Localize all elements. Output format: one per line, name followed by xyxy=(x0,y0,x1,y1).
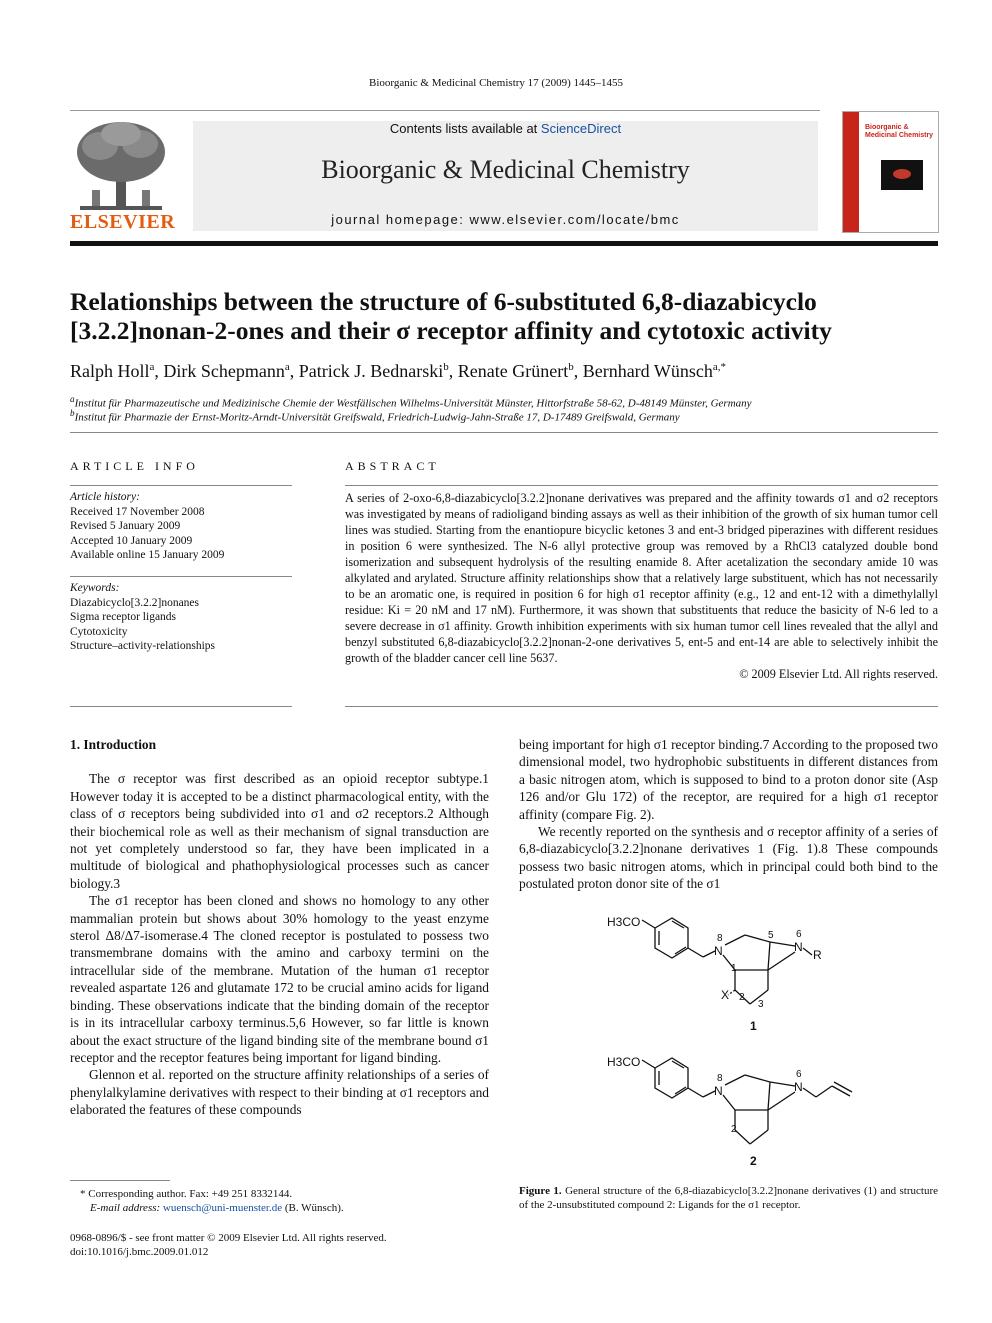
article-title xyxy=(70,287,940,345)
keyword: Diazabicyclo[3.2.2]nonanes xyxy=(70,596,200,609)
paragraph: We recently reported on the synthesis and σ receptor affinity of a series of 6,8-diazabicyclo[3.2.2]nonane derivatives 1 (Fig. 1).8 These compounds possess two basic nitrogen atoms, which in principal could both bind to the postulated proton donor site of the σ1 xyxy=(519,824,938,892)
title-line-1: Relationships between the structure of 6-substituted 6,8-diazabicyclo xyxy=(70,287,817,316)
n6-locant: 6 xyxy=(796,929,802,940)
paragraph: being important for high σ1 receptor binding.7 According to the proposed two dimensional model, two hydrophobic substituents in different distances from a basic nitrogen atom, which is supposed to bind to a proton donor site (Asp 126 and/or Glu 172) of the receptor, are required for a high σ1 receptor affinity (compare Fig. 2). xyxy=(519,737,938,822)
body-right-column xyxy=(519,736,938,893)
cover-title: Bioorganic & Medicinal Chemistry xyxy=(865,124,934,139)
keywords-label: Keywords: xyxy=(70,582,120,594)
keyword: Sigma receptor ligands xyxy=(70,611,177,623)
header-thick-rule xyxy=(70,241,938,246)
methoxy-label: H3CO xyxy=(607,1055,641,1069)
author[interactable]: Ralph Holl xyxy=(70,361,150,381)
history-item: Accepted 10 January 2009 xyxy=(70,534,193,547)
contents-line xyxy=(193,121,818,136)
journal-reference: Bioorganic & Medicinal Chemistry 17 (2009) 1445–1455 xyxy=(369,77,623,89)
affiliation-b xyxy=(70,408,940,424)
affil-sup: a xyxy=(70,394,75,404)
abstract-text: A series of 2-oxo-6,8-diazabicyclo[3.2.2]nonane derivatives was prepared and the affinity towards σ1 and σ2 receptors was investigated by means of radioligand binding assays as well as their inhibition of the growth of six human tumor cell lines was studied. Starting from the enantiopure bicyclic ketones 3 and ent-3 bridged piperazines with different residues in position 6 were synthesized. The N-6 allyl protective group was removed by a RhCl3 catalyzed double bond isomerization and subsequent hydrolysis of the resulting enamide 8. After acetalization the secondary amide 10 was alkylated and arylated. Structure affinity relationships show that a relatively large substituent, which has not necessarily to be an aromatic one, is required in position 6 for high σ1 receptor affinity (e.g., 12 and ent-12 with a dimethylallyl residue: Ki = 20 nM and 17 nM). Furthermore, it was shown that substituents that reduce the basicity of N-6 led to a severe decrease in σ1 affinity. Growth inhibition experiments with six human tumor cell lines revealed that the allyl and benzyl substituted 6,8-diazabicyclo[3.2.2]nonan-2-one derivatives 5, ent-5 and ent-14 are able to selectively inhibit the growth of the bladder cancer cell line 5637. xyxy=(345,491,938,665)
c2-locant: 2 xyxy=(739,992,745,1003)
journal-cover xyxy=(842,111,939,233)
homepage-prefix: journal homepage: xyxy=(331,212,470,227)
divider xyxy=(70,576,292,577)
c3-locant: 3 xyxy=(758,999,764,1010)
header-rule xyxy=(70,110,820,111)
figure-caption xyxy=(519,1184,938,1212)
history-item: Available online 15 January 2009 xyxy=(70,549,225,561)
keywords xyxy=(70,581,292,654)
caption-label: Figure 1. xyxy=(519,1185,562,1197)
divider xyxy=(70,432,938,433)
publisher-name: ELSEVIER xyxy=(70,211,176,233)
divider xyxy=(345,485,938,486)
author-sup: a xyxy=(284,361,290,373)
r-group: R xyxy=(813,948,822,962)
divider xyxy=(345,706,938,707)
paragraph: The σ receptor was first described as an opioid receptor subtype.1 However today it is accepted to be a distinct pharmacological entity, with the class of σ receptors being subdivided into σ1 and σ2 receptors.2 Although their biochemical role as well as their mechanism of signal transduction are not yet completely understood so far, they have been implicated in a multitude of biological and phathophysiological processes such as cancer biology.3 xyxy=(70,771,489,891)
affil-sup: b xyxy=(70,408,75,418)
history-label: Article history: xyxy=(70,491,140,503)
title-line-2: [3.2.2]nonan-2-ones and their σ receptor affinity and cytotoxic activity xyxy=(70,316,832,345)
n6-atom: N xyxy=(794,940,803,954)
author[interactable]: Dirk Schepmann xyxy=(163,361,285,381)
sciencedirect-link[interactable]: ScienceDirect xyxy=(540,121,622,136)
author-sup: a,* xyxy=(712,361,726,373)
n8-atom: N xyxy=(714,944,723,958)
section-heading: 1. Introduction xyxy=(70,737,157,752)
caption-text: General structure of the 6,8-diazabicyclo[3.2.2]nonane derivatives (1) and structure of the 2-unsubstituted compound 2: Ligands for the σ1 receptor. xyxy=(519,1185,938,1211)
divider xyxy=(70,706,292,707)
author[interactable]: Bernhard Wünsch xyxy=(582,361,713,381)
n8-locant: 8 xyxy=(717,933,723,944)
email-label: E-mail address: xyxy=(90,1202,163,1214)
compound-1-label: 1 xyxy=(750,1019,757,1033)
body-left-column xyxy=(70,736,489,1119)
history-item: Revised 5 January 2009 xyxy=(70,520,181,532)
article-history xyxy=(70,490,292,563)
author-sup: b xyxy=(568,361,574,373)
methoxy-label: H3CO xyxy=(607,915,641,929)
journal-homepage xyxy=(193,212,818,227)
journal-title: Bioorganic & Medicinal Chemistry xyxy=(321,155,690,184)
affil-text: Institut für Pharmazie der Ernst-Moritz-Arndt-Universität Greifswald, Friedrich-Ludwig-Jahn-Straße 17, D-17489 Greifswald, Germany xyxy=(74,411,680,424)
email-suffix: (B. Wünsch). xyxy=(282,1202,344,1214)
cover-stripe xyxy=(843,112,859,232)
c1-locant: 1 xyxy=(731,963,737,974)
n8-locant: 8 xyxy=(717,1073,723,1084)
keyword: Cytotoxicity xyxy=(70,625,128,638)
issn-line: 0968-0896/$ - see front matter © 2009 Elsevier Ltd. All rights reserved. xyxy=(70,1232,387,1244)
c5-locant: 5 xyxy=(768,930,774,941)
n8-atom: N xyxy=(714,1084,723,1098)
tree-icon xyxy=(70,120,172,212)
corresponding-text: Corresponding author. Fax: +49 251 8332144. xyxy=(88,1188,293,1200)
footnotes xyxy=(70,1187,489,1215)
author-sup: b xyxy=(443,361,449,373)
figure-1 xyxy=(590,900,880,1175)
corresponding-note: * Corresponding author. Fax: +49 251 8332144. xyxy=(80,1188,293,1200)
paragraph: The σ1 receptor has been cloned and shows no homology to any other mammalian protein but shows about 30% homology to the yeast enzyme sterol Δ8/Δ7-isomerase.4 The cloned receptor is postulated to possess two transmembrane domains with the amino and carboxy termini on the intracellular side of the membrane. Mutation of the human σ1 receptor revealed aspartate 126 and glutamate 172 to be crucial amino acids for ligand binding. These observations indicate that the binding domain of the receptor is in its intracellular carboxy terminus.5,6 However, so far little is known about the exact structure of the ligand binding site of the membrane bound σ1 receptor and the receptor features being important for ligand binding. xyxy=(70,893,489,1065)
n6-atom: N xyxy=(794,1080,803,1094)
doi-line[interactable]: doi:10.1016/j.bmc.2009.01.012 xyxy=(70,1246,209,1258)
chemical-structures xyxy=(590,900,880,1175)
cover-image xyxy=(881,160,923,190)
divider xyxy=(70,485,292,486)
footnote-rule xyxy=(70,1180,170,1181)
history-item: Received 17 November 2008 xyxy=(70,505,205,518)
author-sup: a xyxy=(149,361,155,373)
email-link[interactable]: wuensch@uni-muenster.de xyxy=(162,1202,283,1214)
keyword: Structure–activity-relationships xyxy=(70,640,215,652)
compound-2-label: 2 xyxy=(750,1154,757,1168)
abstract-copyright: © 2009 Elsevier Ltd. All rights reserved. xyxy=(739,667,938,681)
x-group: X xyxy=(721,988,730,1002)
email-note xyxy=(70,1201,489,1215)
abstract-body xyxy=(345,490,938,682)
author[interactable]: Patrick J. Bednarski xyxy=(298,361,444,381)
author[interactable]: Renate Grünert xyxy=(457,361,569,381)
n6-locant: 6 xyxy=(796,1069,802,1080)
abstract-heading: ABSTRACT xyxy=(345,459,440,473)
article-info-heading: ARTICLE INFO xyxy=(70,459,199,473)
paragraph: Glennon et al. reported on the structure affinity relationships of a series of phenylalkylamine derivatives with respect to their binding at σ1 receptors and elaborated the features of these compounds xyxy=(70,1067,489,1118)
homepage-link[interactable]: www.elsevier.com/locate/bmc xyxy=(469,212,680,227)
author-list: Ralph Holl$^a$, Dirk Schepmann$^a$, Patrick J. Bednarski$^b$, Renate Grünert$^b$, Bernhard Wünsch$^{a,*}$ xyxy=(70,361,726,381)
contents-prefix: Contents lists available at xyxy=(389,121,541,136)
affil-text: Institut für Pharmazeutische und Medizinische Chemie der Westfälischen Wilhelms-Universität Münster, Hittorfstraße 58-62, D-48149 Münster, Germany xyxy=(74,397,752,410)
c2-locant: 2 xyxy=(731,1124,737,1135)
elsevier-logo xyxy=(70,120,172,212)
